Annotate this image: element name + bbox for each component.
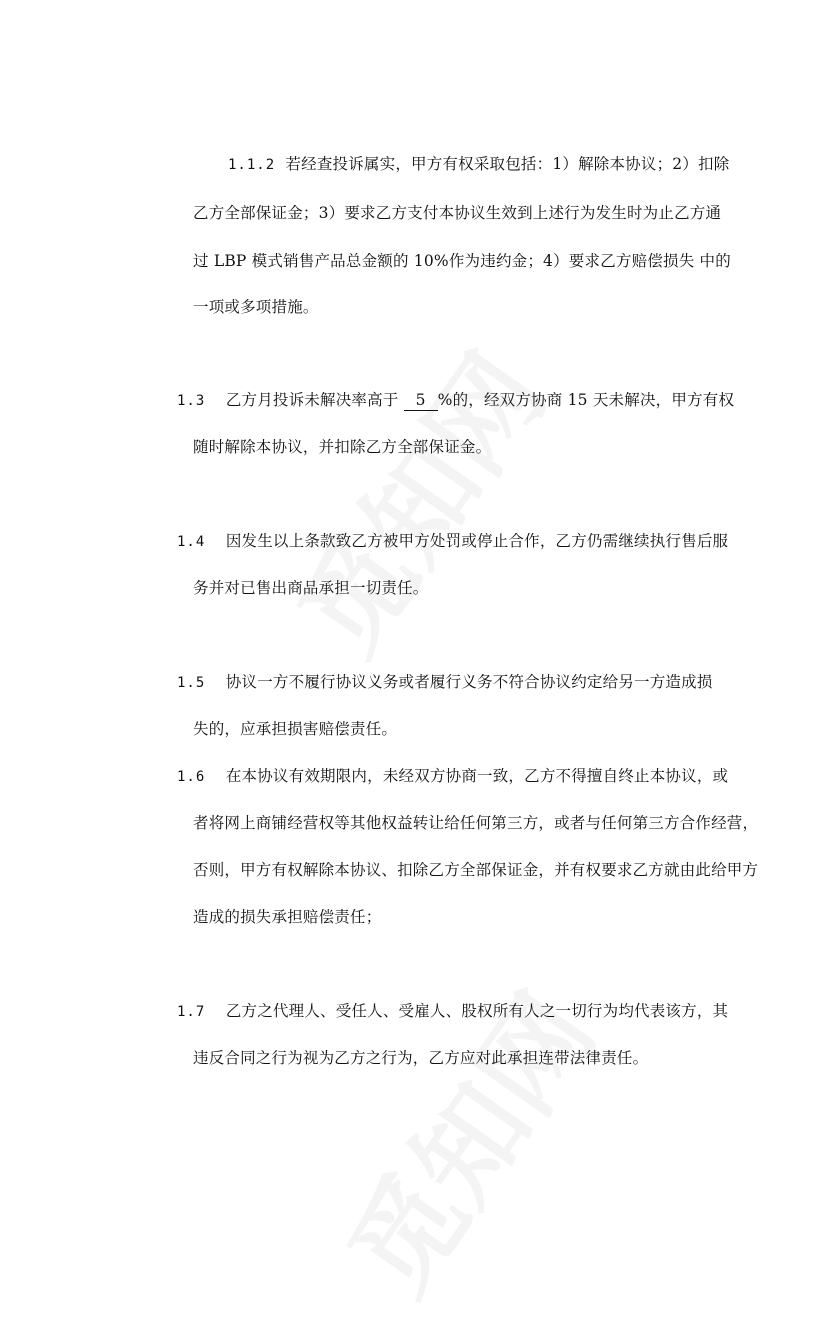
fill-in-blank-value: 5 bbox=[404, 391, 438, 411]
clause-1-7-line-2 bbox=[193, 1047, 648, 1069]
clause-text: 违反合同之行为视为乙方之行为，乙方应对此承担连带法律责任。 bbox=[193, 1049, 649, 1067]
clause-text: 乙方之代理人、受任人、受雇人、股权所有人之一切行为均代表该方，其 bbox=[225, 1002, 729, 1020]
clause-text: 协议一方不履行协议义务或者履行义务不符合协议约定给另一方造成损 bbox=[225, 673, 713, 691]
clause-1-6-line-4 bbox=[193, 906, 381, 928]
clause-1-3-line-1 bbox=[177, 389, 734, 412]
clause-1-1-2-line-4 bbox=[193, 296, 319, 318]
clause-1-7-line-1 bbox=[177, 1000, 728, 1023]
clause-text: 因发生以上条款致乙方被甲方处罚或停止合作，乙方仍需继续执行售后服 bbox=[225, 532, 729, 550]
clause-text: 一项或多项措施。 bbox=[193, 298, 319, 316]
clause-text: 乙方全部保证金；3）要求乙方支付本协议生效到上述行为发生时为止乙方通 bbox=[193, 204, 722, 222]
clause-1-4-line-2 bbox=[193, 577, 429, 599]
clause-text: 在本协议有效期限内，未经双方协商一致，乙方不得擅自终止本协议，或 bbox=[225, 767, 729, 785]
clause-text: 若经查投诉属实，甲方有权采取包括：1）解除本协议；2）扣除 bbox=[285, 155, 730, 173]
clause-number: 1.6 bbox=[177, 769, 206, 785]
clause-1-6-line-3 bbox=[193, 859, 758, 881]
clause-1-6-line-1 bbox=[177, 765, 728, 788]
clause-1-4-line-1 bbox=[177, 530, 728, 553]
clause-text: 失的，应承担损害赔偿责任。 bbox=[193, 720, 398, 738]
clause-text: %的，经双方协商 15 天未解决，甲方有权 bbox=[437, 391, 735, 409]
clause-text: 过 LBP 模式销售产品总金额的 10%作为违约金；4）要求乙方赔偿损失 中的 bbox=[193, 252, 731, 270]
clause-text: 造成的损失承担赔偿责任； bbox=[193, 908, 382, 926]
clause-number: 1.4 bbox=[177, 534, 206, 550]
clause-text: 者将网上商铺经营权等其他权益转让给任何第三方，或者与任何第三方合作经营， bbox=[193, 814, 759, 832]
clause-1-3-line-2 bbox=[193, 436, 491, 458]
clause-1-6-line-2 bbox=[193, 812, 758, 834]
clause-number: 1.3 bbox=[177, 393, 206, 409]
clause-text: 乙方月投诉未解决率高于 bbox=[225, 391, 399, 409]
clause-1-1-2-line-1 bbox=[228, 153, 729, 176]
watermark-text bbox=[256, 319, 575, 680]
clause-1-5-line-1 bbox=[177, 671, 713, 694]
clause-number: 1.5 bbox=[177, 675, 206, 691]
clause-1-5-line-2 bbox=[193, 718, 397, 740]
clause-text: 否则，甲方有权解除本协议、扣除乙方全部保证金，并有权要求乙方就由此给甲方 bbox=[193, 861, 759, 879]
clause-1-1-2-line-3 bbox=[193, 250, 731, 272]
clause-number: 1.1.2 bbox=[228, 157, 276, 173]
clause-text: 务并对已售出商品承担一切责任。 bbox=[193, 579, 429, 597]
clause-1-1-2-line-2 bbox=[193, 202, 721, 224]
clause-text: 随时解除本协议，并扣除乙方全部保证金。 bbox=[193, 438, 492, 456]
clause-number: 1.7 bbox=[177, 1004, 206, 1020]
